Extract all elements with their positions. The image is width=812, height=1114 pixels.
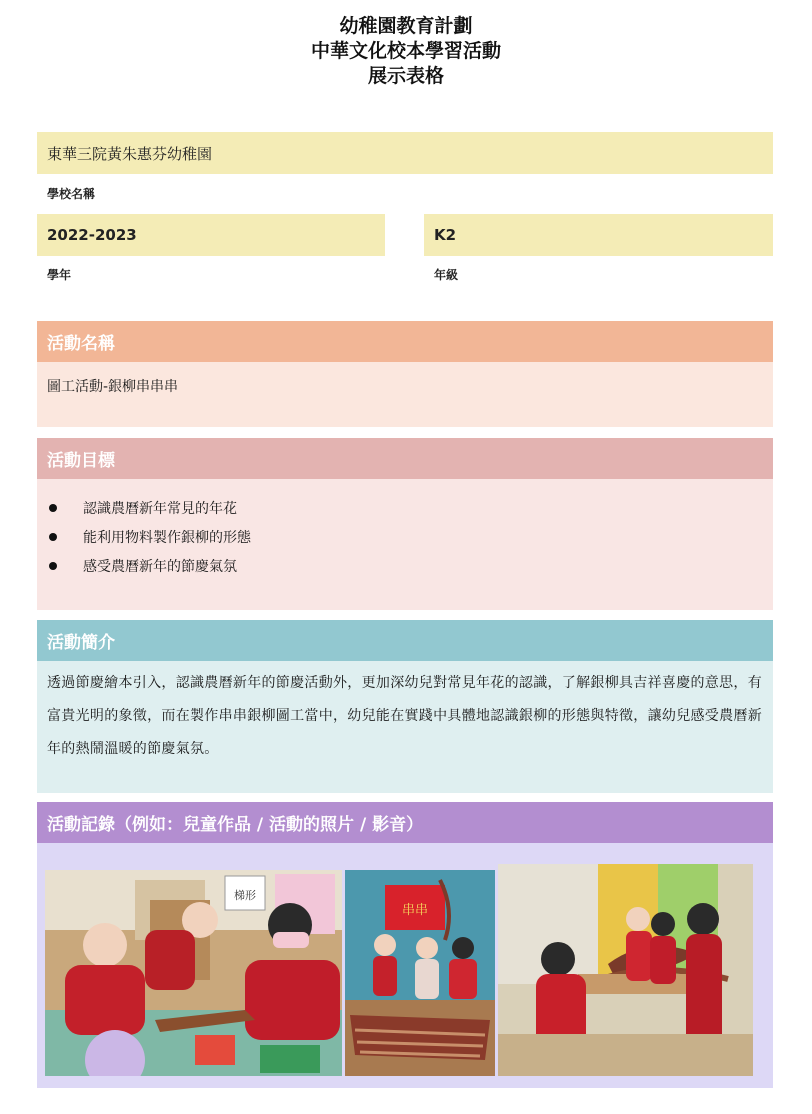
school-year-caption: 學年 xyxy=(47,268,72,282)
objective-item xyxy=(47,551,763,580)
objective-text: 感受農曆新年的節慶氣氛 xyxy=(83,558,237,575)
grade-value: K2 xyxy=(434,226,457,244)
school-year-value: 2022-2023 xyxy=(47,226,137,244)
intro-body xyxy=(37,661,773,793)
children-tree-photo xyxy=(498,864,753,1076)
activity-name-value: 圖工活動-銀柳串串串 xyxy=(47,379,179,395)
objectives-body xyxy=(37,479,773,610)
header-line-2: 中華文化校本學習活動 xyxy=(310,40,501,62)
page-header xyxy=(0,14,812,89)
school-name-field xyxy=(37,132,773,174)
bullet-icon xyxy=(49,562,57,570)
banner-text: 串串 xyxy=(401,902,429,917)
grade-caption: 年級 xyxy=(434,268,459,282)
activity-name-body xyxy=(37,362,773,427)
header-line-1: 幼稚園教育計劃 xyxy=(339,15,473,37)
bullet-icon xyxy=(49,504,57,512)
header-line-3: 展示表格 xyxy=(367,65,444,87)
classroom-craft-photo xyxy=(45,870,342,1076)
objectives-heading: 活動目標 xyxy=(37,438,773,479)
objective-text: 能利用物料製作銀柳的形態 xyxy=(83,529,251,546)
intro-heading: 活動簡介 xyxy=(37,620,773,661)
objective-item xyxy=(47,522,763,551)
objective-text: 認識農曆新年常見的年花 xyxy=(83,500,237,517)
activity-name-heading: 活動名稱 xyxy=(37,321,773,362)
intro-text: 透過節慶繪本引入，認識農曆新年的節慶活動外，更加深幼兒對常見年花的認識，了解銀柳具吉祥喜慶的意思，有富貴光明的象徵，而在製作串串銀柳圖工當中，幼兒能在實踐中具體地認識銀柳的形態與特徵，讓幼兒感受農曆新年的熱鬧溫暖的節慶氣氛。 xyxy=(47,675,762,757)
school-name-caption: 學校名稱 xyxy=(47,187,96,201)
school-name-value: 東華三院黃朱惠芬幼稚園 xyxy=(47,144,213,163)
objective-item xyxy=(47,493,763,522)
grade-field xyxy=(424,214,773,256)
school-year-field xyxy=(37,214,385,256)
wall-sign-text: 梯形 xyxy=(234,890,256,902)
bullet-icon xyxy=(49,533,57,541)
records-heading: 活動記錄（例如：兒童作品 / 活動的照片 / 影音） xyxy=(37,802,773,843)
group-display-photo xyxy=(345,870,495,1076)
